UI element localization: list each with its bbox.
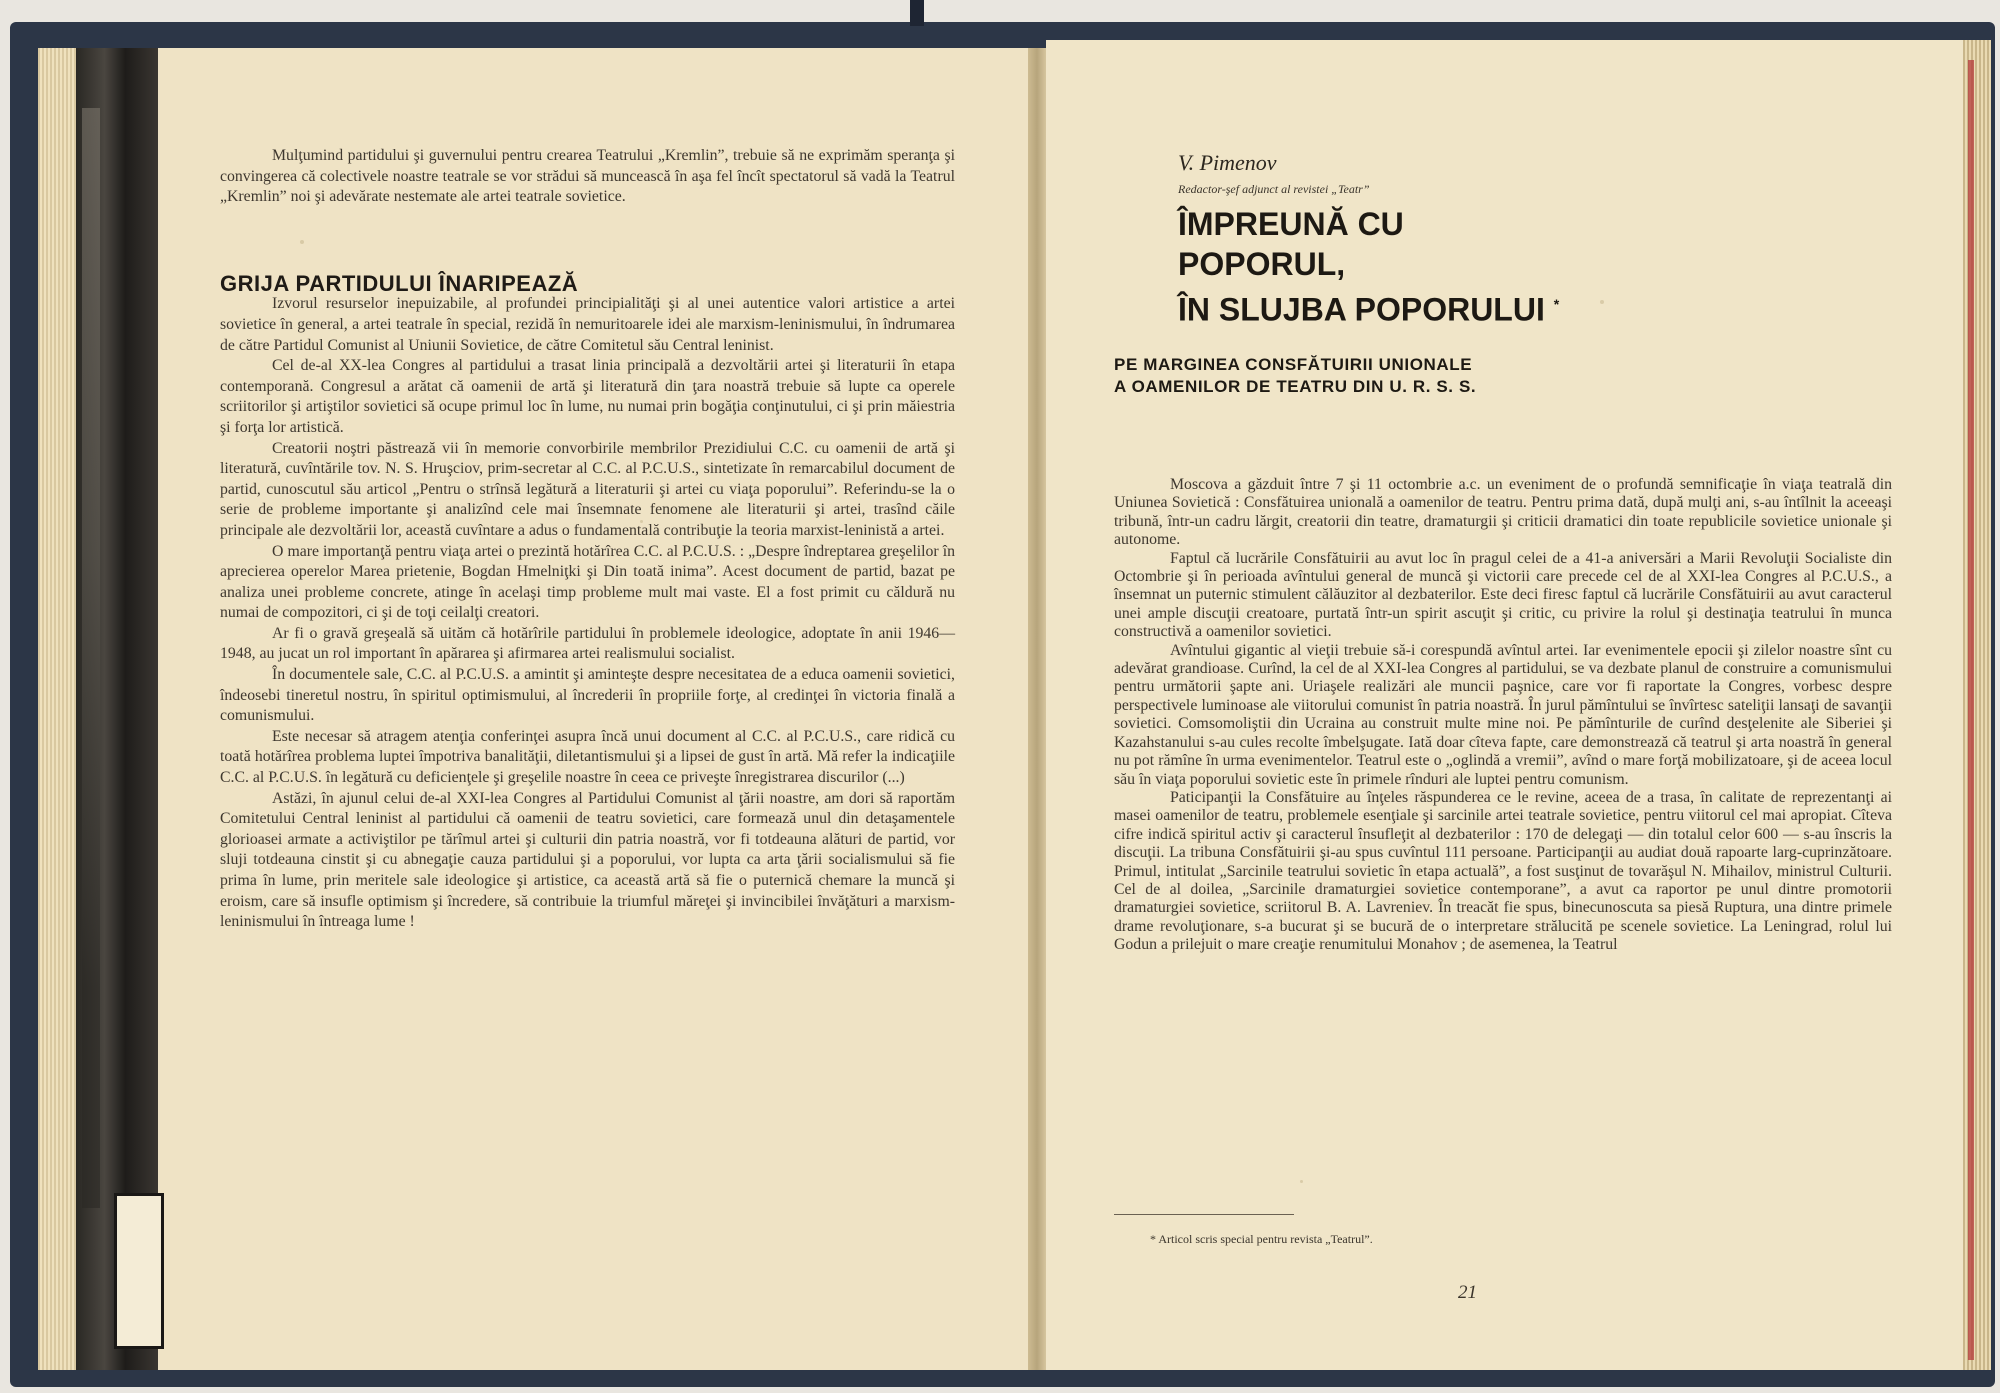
left-page-text (220, 146, 955, 933)
paper-speck (640, 520, 643, 523)
right-page-text (1114, 476, 1892, 955)
article-subtitle (1114, 354, 1714, 398)
article-title (1178, 204, 1578, 330)
footnote: * Articol scris special pentru revista „Teatrul”. (1150, 1232, 1373, 1246)
left-paragraph: Izvorul resurselor inepuizabile, al profundei principialităţi şi al unei autentice valori artistice a artei sovietice în general, a artei teatrale în special, rezidă în nemuritoarele idei ale marxism-leninismului, în îndrumarea de către Partidul Comunist al Uniunii Sovietice, de către Comitetul său Central leninist. (220, 295, 955, 354)
article-subtitle-line-2: A OAMENILOR DE TEATRU DIN U. R. S. S. (1114, 377, 1477, 396)
left-paragraph: Cel de-al XX-lea Congres al partidului a trasat linia principală a dezvoltării artei şi literaturii în etapa contemporană. Congresul a arătat că oamenii de artă şi literatură din ţara noastră trebuie să lupte ca operele scriitorilor şi artiştilor sovietici să ocupe primul loc în lume, nu numai prin bogăţia conţinutului, ci şi prin măiestria şi forţa lor artistică. (220, 357, 955, 436)
article-author: V. Pimenov (1178, 150, 1277, 175)
page-edge-red-mark (1968, 60, 1974, 1360)
left-paragraph: Ar fi o gravă greşeală să uităm că hotărîrile partidului în problemele ideologice, adoptate în anii 1946—1948, au jucat un rol important în apărarea şi afirmarea artei realismului socialist. (220, 624, 955, 663)
paper-speck (1300, 1180, 1303, 1183)
right-paragraph: Moscova a găzduit între 7 şi 11 octombrie a.c. un eveniment de o profundă semnificaţie în viaţa teatrală din Uniunea Sovietică : Consfătuirea unională a oamenilor de teatru. Pentru prima dată, după mulţi ani, s-au întîlnit la aceeaşi tribună, într-un cadru lărgit, creatorii din teatre, dramaturgii şi criticii dramatici din toate republicile sovietice unionale şi autonome. (1114, 476, 1892, 549)
left-paragraph: O mare importanţă pentru viaţa artei o prezintă hotărîrea C.C. al P.C.U.S. : „Despre îndreptarea greşelilor în aprecierea operelor Marea prietenie, Bogdan Hmelniţki şi Din toată inima”. Acest document de partid, bazat pe analiza unei probleme concrete, atinge în acelaşi timp probleme mult mai vaste. El a fost primit cu căldură nu numai de compozitori, ci şi de toţi ceilalţi creatori. (220, 542, 955, 622)
right-paragraph: Avîntului gigantic al vieţii trebuie să-i corespundă avîntul artei. Iar evenimentele epocii şi zilelor noastre sînt cu adevărat grandioase. Curînd, la cel de al XXI-lea Congres al partidului, se va dezbate planul de construire a comunismului pentru următorii şapte ani. Uriaşele realizări ale muncii paşnice, care vor fi raportate la Congres, vorbesc despre perspectivele luminoase ale viitorului comunist în patria noastră. În jurul pămîntului se învîrtesc sateliţii lansaţi de savanţii sovietici. Comsomoliştii din Ucraina au construit multe mine noi. Pe pămînturile de curînd desţelenite ale Siberiei şi Kazahstanului s-au cules recolte îmbelşugate. Iată doar cîteva fapte, care demonstrează că teatrul şi arta noastră în general nu pot rămîne în urma evenimentelor. Teatrul este o „oglindă a vremii”, avînd o mare forţă mobilizatoare, şi de aceea locul său în viaţa poporului sovietic este în primele rînduri ale luptei pentru comunism. (1114, 641, 1892, 788)
article-subtitle-line-1: PE MARGINEA CONSFĂTUIRII UNIONALE (1114, 355, 1473, 374)
article-title-line-1: ÎMPREUNĂ CU POPORUL, (1178, 206, 1404, 282)
paper-speck (1600, 300, 1604, 304)
left-page-edge (38, 48, 76, 1370)
right-paragraph: Paticipanţii la Consfătuire au înţeles răspunderea ce le revine, aceea de a trasa, în calitate de reprezentanţi ai masei oamenilor de teatru, problemele esenţiale şi sarcinile artei teatrale sovietice, pentru viitorul cel mai apropiat. Cîteva cifre indică spiritul activ şi caracterul însufleţit al dezbaterilor : 170 de delegaţi — din totalul celor 600 — s-au înscris la discuţii. La tribuna Consfătuirii şi-au spus cuvîntul 111 persoane. Participanţii au audiat două rapoarte larg-cuprinzătoare. Primul, intitulat „Sarcinile teatrului sovietic în etapa actuală”, a fost susţinut de tovarăşul N. Mihailov, ministrul Culturii. Cel de al doilea, „Sarcinile dramaturgiei sovietice contemporane”, a avut ca raportor pe unul dintre promotorii dramaturgiei sovietice, scriitorul B. A. Lavreniev. În treacăt fie spus, binecunoscuta sa piesă Ruptura, una dintre primele drame revoluţionare, s-a bucurat şi se bucură de o interpretare strălucită pe scenele sovietice. La Leningrad, rolul lui Godun a prilejuit o mare creaţie renumitului Monahov ; de asemenea, la Teatrul (1114, 788, 1892, 954)
footnote-marker: * (1553, 296, 1560, 312)
book-gutter (1028, 48, 1046, 1370)
paper-speck (300, 240, 304, 244)
footnote-rule (1114, 1214, 1294, 1215)
right-paragraph: Faptul că lucrările Consfătuirii au avut loc în pragul celei de a 41-a aniversări a Marii Revoluţii Socialiste din Octombrie şi în perioada avîntului general de muncă şi victorii care precede cel de al XXI-lea Congres al P.C.U.S., a însemnat un puternic stimulent călăuzitor al dezbaterilor. Este deci firesc faptul că lucrările Consfătuirii au avut caracterul unei ample discuţii creatoare, purtată într-un spirit ascuţit şi critic, cu privire la rolul şi destinaţia teatrului în munca constructivă a oamenilor sovietici. (1114, 549, 1892, 641)
book-spine-strip (910, 0, 924, 26)
section-title: GRIJA PARTIDULUI ÎNARIPEAZĂ (220, 270, 579, 296)
left-paragraph: Astăzi, în ajunul celui de-al XXI-lea Congres al Partidului Comunist al ţării noastre, am dori să raportăm Comitetului Central leninist al partidului că oamenii de teatru sovietici, care formează unul din detaşamentele glorioasei armate a activiştilor pe tărîmul artei şi culturii din patria noastră, vor fi totdeauna alături de partid, vor sluji totdeauna cinstit şi cu abnegaţie cauza partidului şi a poporului, vor lupta ca arta ţării socialismului să fie prima în lume, prin meritele sale ideologice şi artistice, ca această artă să fie o puternică chemare la muncă şi eroism, care să insufle optimism şi încredere, să contribuie la triumful măreţei şi invincibilei învăţături a marxism-leninismului în întreaga lume ! (220, 789, 955, 931)
article-title-line-2 (1178, 284, 1578, 330)
left-paragraph: Este necesar să atragem atenţia conferinţei asupra încă unui document al C.C. al P.C.U.S., care ridică cu toată hotărîrea problema luptei împotriva banalităţii, diletantismului şi a lipsei de gust în artă. Mă refer la indicaţiile C.C. al P.C.U.S. în legătură cu deficienţele şi greşelile noastre în ceea ce priveşte înregistrarea discurilor (...) (220, 727, 955, 787)
intro-paragraph: Mulţumind partidului şi guvernului pentru crearea Teatrului „Kremlin”, trebuie să ne exprimăm speranţa şi convingerea că colectivele noastre teatrale se vor strădui să muncească în aşa fel încît spectatorul să vadă la Teatrul „Kremlin” noi şi adevărate nestemate ale artei teatrale sovietice. (220, 147, 955, 206)
photo-strip-image (76, 48, 158, 1370)
author-role: Redactor-şef adjunct al revistei „Teatr” (1178, 182, 1370, 196)
photo-frame-corner (114, 1193, 164, 1349)
left-paragraph: Creatorii noştri păstrează vii în memorie convorbirile membrilor Prezidiului C.C. cu oamenii de artă şi literatură, cuvîntările tov. N. S. Hruşciov, prim-secretar al C.C. al P.C.U.S., sintetizate în remarcabilul document de partid, cunoscutul său articol „Pentru o strînsă legătură a literaturii şi artei cu viaţa poporului”. Referindu-se la o serie de probleme importante şi analizînd cele mai însemnate fenomene ale literaturii şi artei, trasînd căile principale ale dezvoltării lor, această cuvîntare a adus o fundamentală contribuţie la teoria marxist-leninistă a artei. (220, 439, 955, 539)
page-number: 21 (1458, 1282, 1477, 1303)
article-title-line-2-text: ÎN SLUJBA POPORULUI (1178, 291, 1545, 328)
left-paragraph: În documentele sale, C.C. al P.C.U.S. a amintit şi aminteşte despre necesitatea de a educa oamenii sovietici, îndeosebi tineretul nostru, în spiritul optimismului, al încrederii în propriile forţe, al credinţei în victoria finală a comunismului. (220, 666, 955, 725)
